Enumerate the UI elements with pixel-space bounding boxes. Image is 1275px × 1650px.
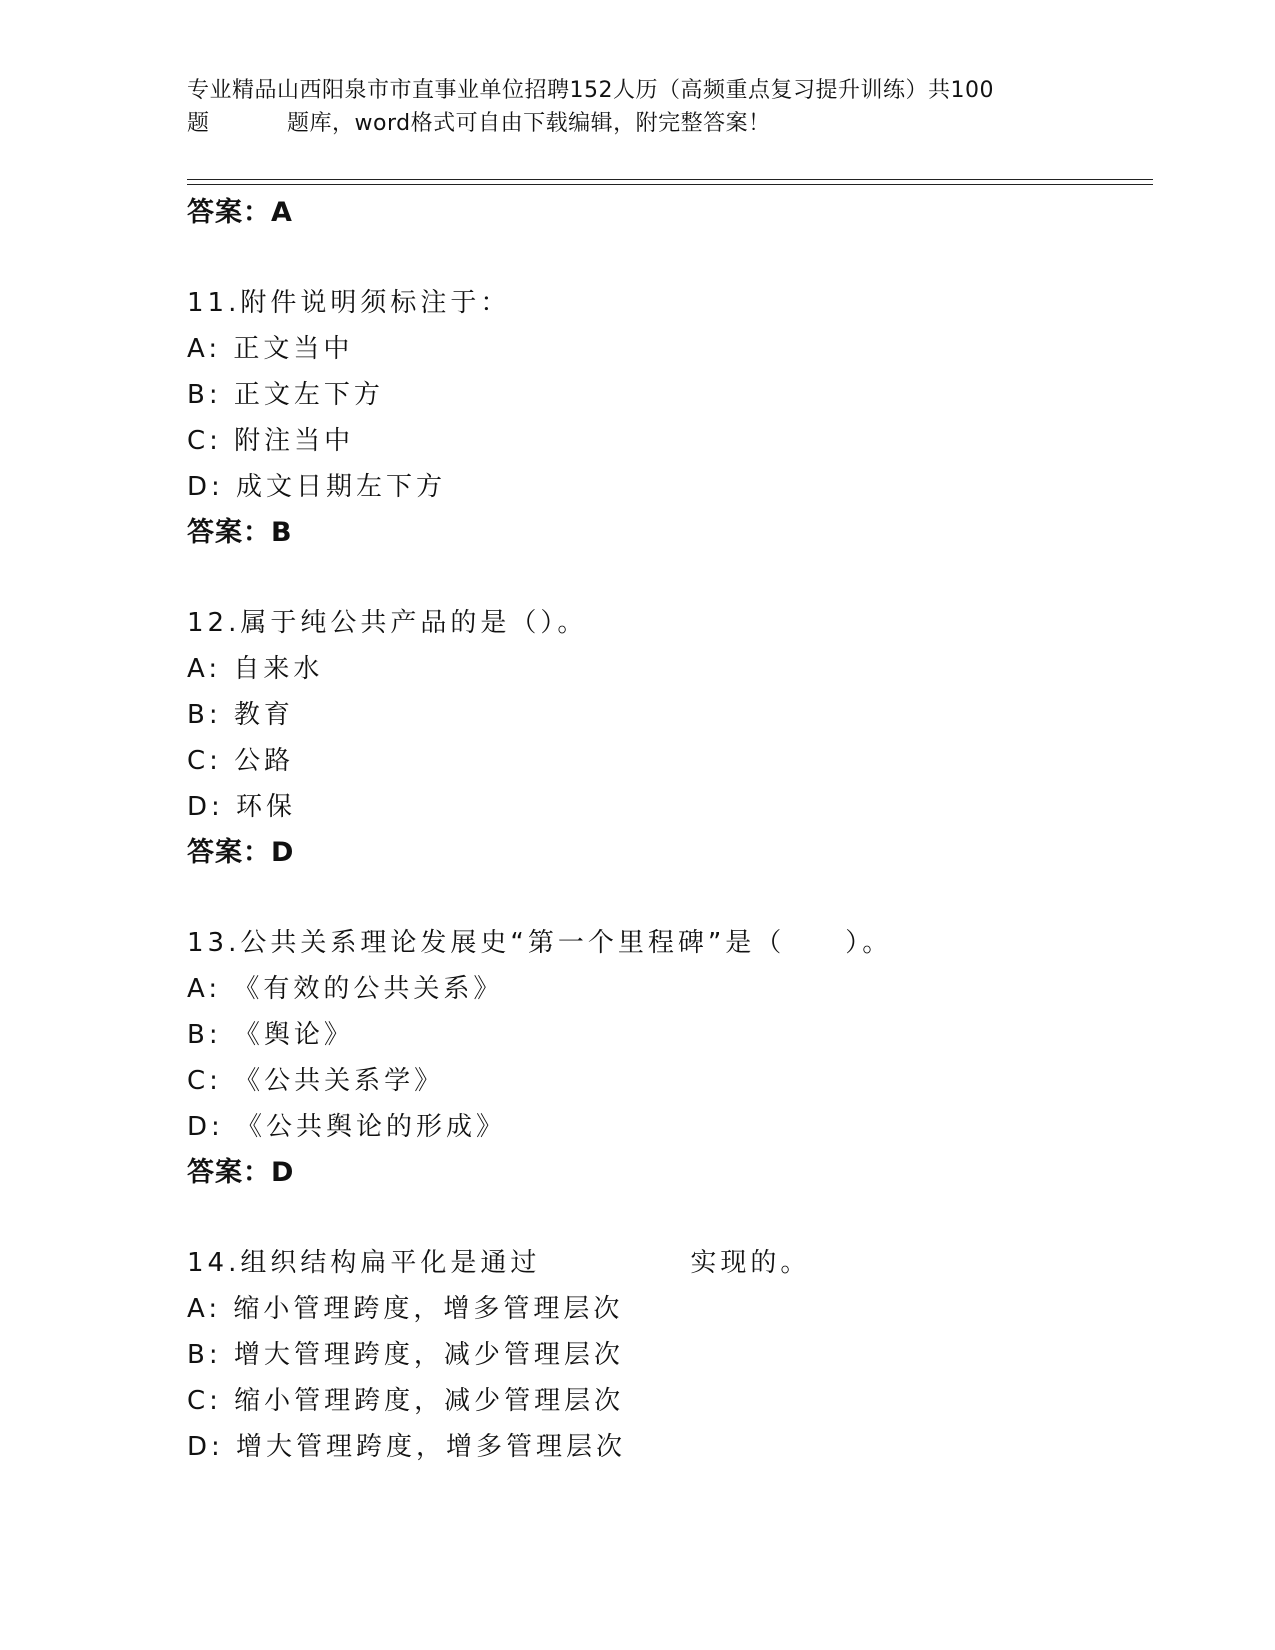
header-title-line2 <box>187 107 1087 140</box>
option-c: C: 《公共关系学》 <box>187 1066 445 1096</box>
header-title-fragment: 题 <box>187 111 210 136</box>
option-b: B: 增大管理跨度，减少管理层次 <box>187 1340 624 1370</box>
answer-line: 答案：D <box>187 1157 295 1188</box>
option-c: C: 附注当中 <box>187 426 355 456</box>
header-title-subtitle: 题库，word格式可自由下载编辑，附完整答案！ <box>287 111 771 136</box>
option-a: A: 《有效的公共关系》 <box>187 974 504 1004</box>
question-block-12 <box>187 600 1147 876</box>
question-stem: 11.附件说明须标注于： <box>187 288 511 318</box>
option-d: D: 环保 <box>187 792 297 822</box>
option-a: A: 正文当中 <box>187 334 354 364</box>
option-b: B: 正文左下方 <box>187 380 384 410</box>
header-divider-bottom <box>187 184 1153 185</box>
answer-line: 答案：B <box>187 517 293 548</box>
option-c: C: 缩小管理跨度，减少管理层次 <box>187 1386 625 1416</box>
question-block-11 <box>187 280 1147 556</box>
previous-answer: 答案：A <box>187 197 293 228</box>
question-stem: 12.属于纯公共产品的是（）。 <box>187 608 588 638</box>
option-d: D: 成文日期左下方 <box>187 472 447 502</box>
question-block-13 <box>187 920 1147 1196</box>
document-header <box>187 74 1087 140</box>
question-list <box>187 190 1147 1470</box>
question-block-14 <box>187 1240 1147 1470</box>
header-title-line1: 专业精品山西阳泉市市直事业单位招聘152人历（高频重点复习提升训练）共100 <box>187 78 994 103</box>
answer-line: 答案：D <box>187 837 295 868</box>
option-d: D: 《公共舆论的形成》 <box>187 1112 507 1142</box>
option-c: C: 公路 <box>187 746 295 776</box>
header-divider-top <box>187 179 1153 180</box>
option-a: A: 自来水 <box>187 654 324 684</box>
option-b: B: 《舆论》 <box>187 1020 354 1050</box>
question-stem: 13.公共关系理论发展史“第一个里程碑”是（ ）。 <box>187 928 893 958</box>
option-d: D: 增大管理跨度，增多管理层次 <box>187 1432 627 1462</box>
question-stem: 14.组织结构扁平化是通过 实现的。 <box>187 1248 811 1278</box>
option-b: B: 教育 <box>187 700 294 730</box>
option-a: A: 缩小管理跨度，增多管理层次 <box>187 1294 624 1324</box>
